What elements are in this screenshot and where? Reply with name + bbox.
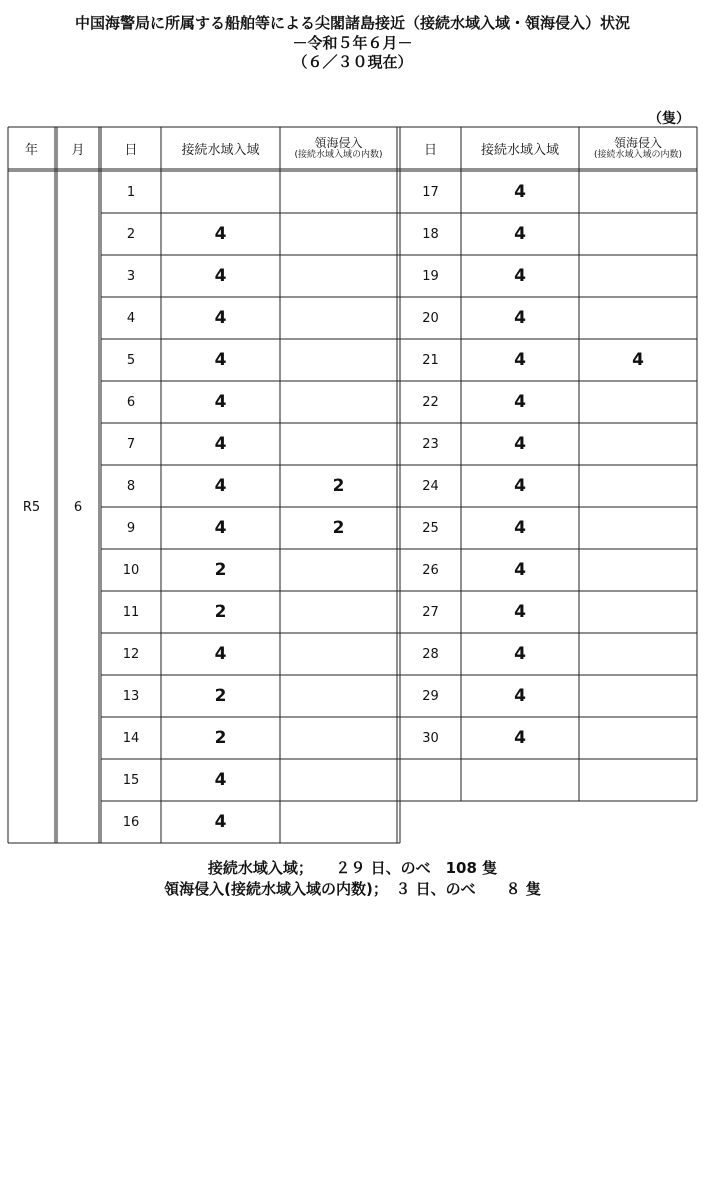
territorial-count — [280, 213, 397, 255]
day-cell: 20 — [422, 310, 439, 326]
contiguous-count: 2 — [214, 602, 227, 622]
day-cell: 4 — [126, 310, 136, 326]
territorial-count — [280, 255, 397, 297]
contiguous-count: 4 — [514, 266, 526, 286]
day-cell: 22 — [422, 394, 439, 410]
day-cell: 29 — [422, 688, 439, 704]
territorial-count — [579, 255, 697, 297]
territorial-count — [579, 759, 697, 801]
day-cell: 14 — [122, 730, 140, 746]
contiguous-count — [161, 171, 280, 213]
contiguous-count: 4 — [514, 728, 526, 748]
territorial-count — [579, 633, 697, 675]
territorial-count — [579, 591, 697, 633]
month-cell: 6 — [73, 499, 83, 515]
contiguous-count: 4 — [514, 560, 526, 580]
territorial-count — [280, 759, 397, 801]
header-territorial-label: 領海侵入 — [613, 135, 662, 150]
contiguous-count — [461, 759, 579, 801]
header-month: 月 — [71, 142, 85, 158]
header-territorial-left — [280, 127, 397, 169]
contiguous-count: 4 — [514, 518, 526, 538]
contiguous-count: 4 — [514, 602, 526, 622]
day-cell: 1 — [126, 184, 136, 200]
day-cell: 5 — [126, 352, 136, 368]
day-cell: 21 — [422, 352, 439, 368]
contiguous-count: 4 — [214, 266, 227, 286]
year-cell: R5 — [22, 499, 41, 515]
territorial-count — [579, 549, 697, 591]
day-cell: 2 — [126, 226, 136, 242]
day-cell: 24 — [422, 478, 439, 494]
contiguous-count: 4 — [214, 476, 227, 496]
territorial-count — [280, 633, 397, 675]
contiguous-count: 4 — [514, 350, 526, 370]
header-day-right: 日 — [423, 142, 437, 158]
day-cell: 16 — [122, 814, 140, 830]
day-cell: 30 — [422, 730, 439, 746]
contiguous-count: 4 — [214, 770, 227, 790]
territorial-count — [280, 801, 397, 843]
day-cell: 6 — [126, 394, 136, 410]
day-cell: 11 — [122, 604, 140, 620]
day-cell: 13 — [122, 688, 140, 704]
territorial-count — [280, 717, 397, 759]
report-period: －令和５年６月－ — [292, 34, 413, 52]
territorial-count — [579, 507, 697, 549]
territorial-count — [579, 675, 697, 717]
report-title: 中国海警局に所属する船舶等による尖閣諸島接近（接続水域入域・領海侵入）状況 — [74, 14, 630, 32]
contiguous-count: 4 — [214, 350, 227, 370]
header-territorial-right — [579, 127, 697, 169]
territorial-count — [280, 171, 397, 213]
territorial-count — [579, 213, 697, 255]
header-contiguous: 接続水域入域 — [181, 142, 260, 158]
territorial-count — [280, 423, 397, 465]
day-cell: 10 — [122, 562, 140, 578]
territorial-count — [579, 465, 697, 507]
day-cell: 28 — [422, 646, 439, 662]
summary-territorial: 領海侵入(接続水域入域の内数)； ３ 日、のべ ８ 隻 — [164, 880, 541, 898]
day-cell: 26 — [422, 562, 439, 578]
contiguous-count: 4 — [514, 686, 526, 706]
contiguous-count: 4 — [514, 644, 526, 664]
contiguous-count: 4 — [514, 392, 526, 412]
contiguous-count: 4 — [214, 644, 227, 664]
contiguous-count: 4 — [214, 308, 227, 328]
territorial-count — [579, 171, 697, 213]
contiguous-count: 4 — [214, 812, 227, 832]
territorial-count — [280, 549, 397, 591]
contiguous-count: 4 — [514, 182, 526, 202]
day-cell: 3 — [126, 268, 136, 284]
day-cell: 27 — [422, 604, 439, 620]
day-cell: 12 — [122, 646, 140, 662]
territorial-count: 4 — [632, 350, 644, 370]
day-cell: 15 — [122, 772, 140, 788]
day-cell: 7 — [126, 436, 136, 452]
territorial-count — [280, 297, 397, 339]
contiguous-count: 2 — [214, 728, 227, 748]
contiguous-count: 4 — [214, 434, 227, 454]
contiguous-count: 2 — [214, 560, 227, 580]
contiguous-count: 4 — [514, 434, 526, 454]
day-cell: 8 — [126, 478, 136, 494]
territorial-count: 2 — [332, 518, 345, 538]
day-cell: 25 — [422, 520, 439, 536]
contiguous-count: 2 — [214, 686, 227, 706]
summary-contiguous: 接続水域入域； ２９ 日、のべ 108 隻 — [207, 859, 498, 877]
contiguous-count: 4 — [514, 308, 526, 328]
header-territorial-sub: (接続水域入域の内数) — [593, 149, 683, 160]
territorial-count — [280, 675, 397, 717]
territorial-count — [280, 339, 397, 381]
contiguous-count: 4 — [214, 518, 227, 538]
day-cell: 18 — [422, 226, 439, 242]
day-cell: 9 — [126, 520, 136, 536]
territorial-count — [280, 591, 397, 633]
header-day: 日 — [124, 142, 138, 158]
contiguous-count: 4 — [514, 224, 526, 244]
day-cell: 19 — [422, 268, 439, 284]
header-year: 年 — [24, 142, 38, 158]
day-cell — [400, 759, 461, 801]
header-contiguous-right: 接続水域入域 — [480, 142, 559, 158]
day-cell: 17 — [422, 184, 439, 200]
territorial-count — [579, 381, 697, 423]
contiguous-count: 4 — [214, 392, 227, 412]
header-territorial-label: 領海侵入 — [314, 135, 363, 150]
territorial-count — [579, 297, 697, 339]
contiguous-count: 4 — [214, 224, 227, 244]
unit-label: （隻） — [648, 111, 690, 127]
contiguous-count: 4 — [514, 476, 526, 496]
territorial-count: 2 — [332, 476, 345, 496]
territorial-count — [579, 717, 697, 759]
day-cell: 23 — [422, 436, 439, 452]
header-territorial-sub: (接続水域入域の内数) — [294, 149, 383, 160]
territorial-count — [280, 381, 397, 423]
territorial-count — [579, 423, 697, 465]
report-as-of-date: （６／３０現在） — [292, 53, 413, 71]
